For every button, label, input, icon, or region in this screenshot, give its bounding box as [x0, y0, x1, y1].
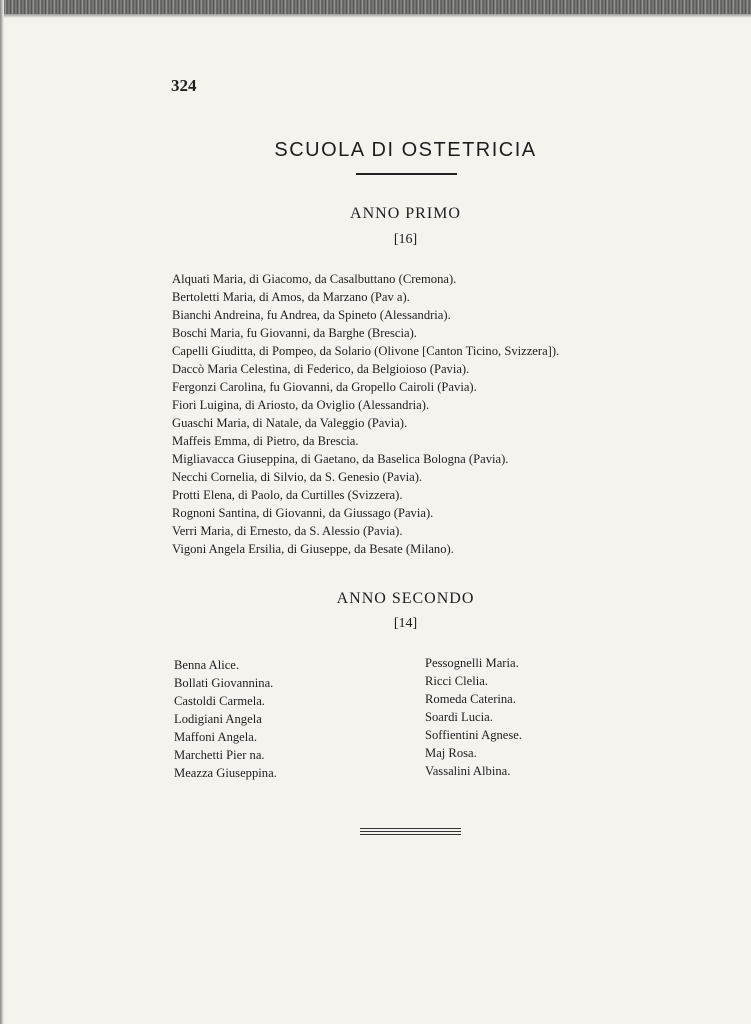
student-entry: Soardi Lucia.	[425, 710, 493, 724]
student-entry: Marchetti Pier na.	[174, 748, 265, 762]
student-list-anno-secondo-right	[425, 654, 522, 780]
student-entry: Lodigiani Angela	[174, 712, 262, 726]
student-entry: Vassalini Albina.	[425, 764, 511, 778]
student-list-anno-primo	[172, 270, 559, 558]
student-entry: Meazza Giuseppina.	[174, 766, 277, 780]
title-underline	[356, 173, 457, 175]
student-entry: Bollati Giovannina.	[174, 676, 274, 690]
student-entry: Migliavacca Giuseppina, di Gaetano, da Baselica Bologna (Pavia).	[172, 452, 509, 466]
student-entry: Alquati Maria, di Giacomo, da Casalbuttano (Cremona).	[172, 272, 457, 286]
section-heading-anno-secondo: ANNO SECONDO	[336, 590, 475, 607]
section-count-anno-primo: [16]	[393, 232, 418, 247]
student-entry: Soffientini Agnese.	[425, 728, 523, 742]
scan-top-shadow	[0, 14, 751, 18]
student-entry: Romeda Caterina.	[425, 692, 516, 706]
student-entry: Daccò Maria Celestina, di Federico, da Belgioioso (Pavia).	[172, 362, 470, 376]
student-entry: Necchi Cornelia, di Silvio, da S. Genesio (Pavia).	[172, 470, 423, 484]
footer-rule-top	[360, 828, 461, 829]
student-entry: Protti Elena, di Paolo, da Curtilles (Svizzera).	[172, 488, 403, 502]
section-heading-anno-primo: ANNO PRIMO	[350, 205, 461, 222]
student-entry: Boschi Maria, fu Giovanni, da Barghe (Brescia).	[172, 326, 417, 340]
student-entry: Ricci Clelia.	[425, 674, 488, 688]
footer-rule-bottom	[360, 834, 461, 835]
section-count-anno-secondo: [14]	[393, 616, 418, 631]
student-entry: Fergonzi Carolina, fu Giovanni, da Gropello Cairoli (Pavia).	[172, 380, 477, 394]
student-entry: Bianchi Andreina, fu Andrea, da Spineto (Alessandria).	[172, 308, 451, 322]
student-entry: Rognoni Santina, di Giovanni, da Giussago (Pavia).	[172, 506, 434, 520]
student-entry: Bertoletti Maria, di Amos, da Marzano (Pav a).	[172, 290, 410, 304]
page-number: 324	[171, 76, 197, 95]
student-entry: Capelli Giuditta, di Pompeo, da Solario (Olivone [Canton Ticino, Svizzera]).	[172, 344, 560, 358]
scan-top-edge	[0, 0, 751, 14]
footer-rule-middle	[360, 831, 461, 832]
student-entry: Maj Rosa.	[425, 746, 477, 760]
student-entry: Castoldi Carmela.	[174, 694, 265, 708]
student-list-anno-secondo-left	[174, 656, 277, 782]
page-title: SCUOLA DI OSTETRICIA	[274, 139, 537, 161]
student-entry: Maffeis Emma, di Pietro, da Brescia.	[172, 434, 359, 448]
student-entry: Benna Alice.	[174, 658, 240, 672]
student-entry: Pessognelli Maria.	[425, 656, 519, 670]
student-entry: Verri Maria, di Ernesto, da S. Alessio (Pavia).	[172, 524, 403, 538]
student-entry: Fiori Luigina, di Ariosto, da Oviglio (Alessandria).	[172, 398, 430, 412]
student-entry: Guaschi Maria, di Natale, da Valeggio (Pavia).	[172, 416, 408, 430]
student-entry: Maffoni Angela.	[174, 730, 258, 744]
student-entry: Vigoni Angela Ersilia, di Giuseppe, da Besate (Milano).	[172, 542, 454, 556]
